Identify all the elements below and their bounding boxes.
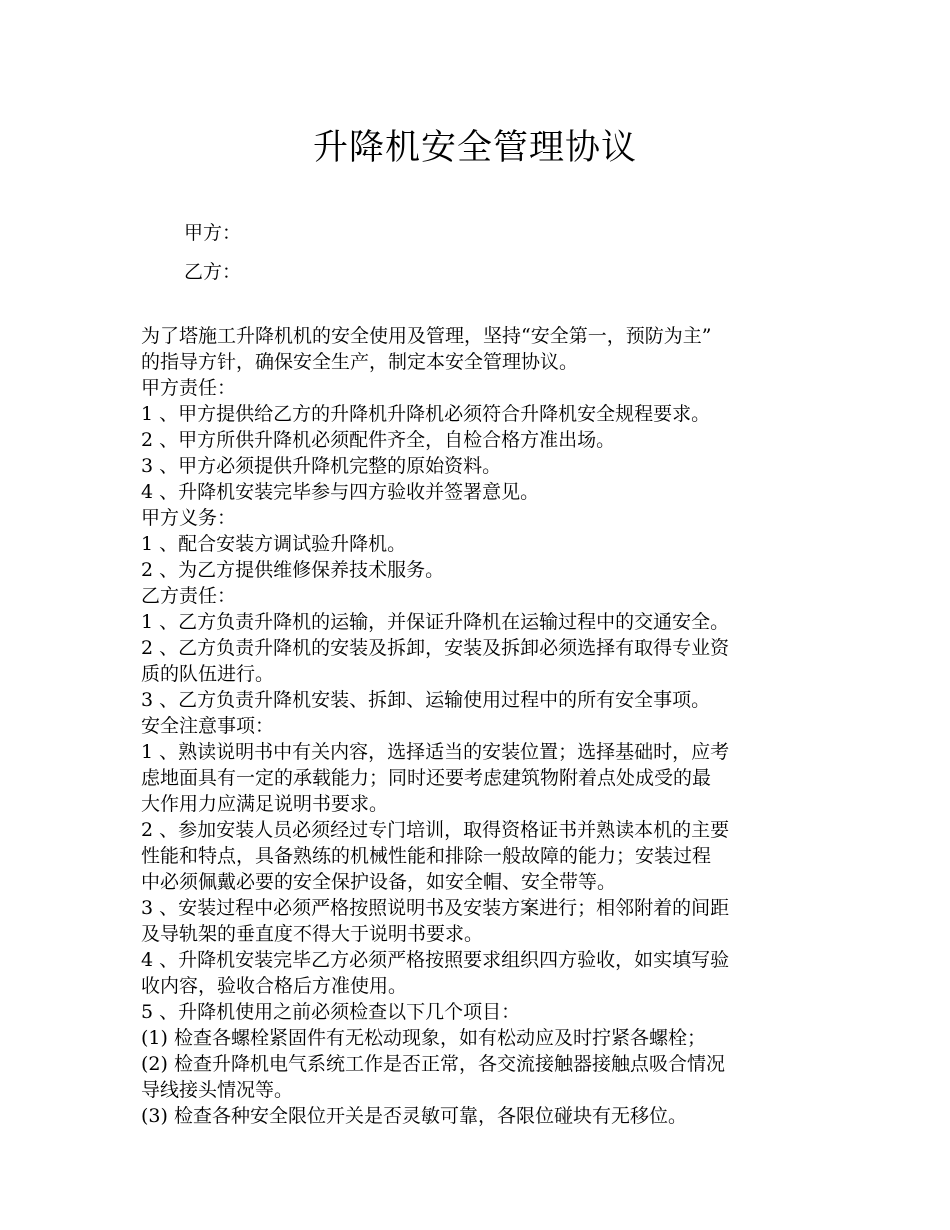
- text-line: 2 、甲方所供升降机必须配件齐全，自检合格方准出场。: [141, 429, 616, 451]
- text-line: (1) 检查各螺栓紧固件有无松动现象，如有松动应及时拧紧各螺栓；: [141, 1027, 706, 1049]
- text-line: 2 、参加安装人员必须经过专门培训，取得资格证书并熟读本机的主要: [141, 819, 730, 841]
- section-heading: 乙方责任：: [141, 585, 237, 607]
- text-line: 2 、乙方负责升降机的安装及拆卸，安装及拆卸必须选择有取得专业资: [141, 637, 730, 659]
- text-line: 3 、乙方负责升降机安装、拆卸、运输使用过程中的所有安全事项。: [141, 689, 711, 711]
- text-line: 为了塔施工升降机机的安全使用及管理，坚持“安全第一，预防为主”: [141, 325, 712, 347]
- text-line: 虑地面具有一定的承载能力；同时还要考虑建筑物附着点处成受的最: [141, 767, 712, 789]
- text-line: (2) 检查升降机电气系统工作是否正常，各交流接触器接触点吸合情况: [141, 1053, 725, 1075]
- text-line: 3 、甲方必须提供升降机完整的原始资料。: [141, 455, 502, 477]
- text-line: (3) 检查各种安全限位开关是否灵敏可靠，各限位碰块有无移位。: [141, 1105, 687, 1127]
- text-line: 1 、甲方提供给乙方的升降机升降机必须符合升降机安全规程要求。: [141, 403, 711, 425]
- text-line: 1 、配合安装方调试验升降机。: [141, 533, 407, 555]
- text-line: 大作用力应满足说明书要求。: [141, 793, 389, 815]
- text-line: 1 、乙方负责升降机的运输，并保证升降机在运输过程中的交通安全。: [141, 611, 730, 633]
- text-line: 5 、升降机使用之前必须检查以下几个项目：: [141, 1001, 521, 1023]
- text-line: 1 、熟读说明书中有关内容，选择适当的安装位置；选择基础时，应考: [141, 741, 730, 763]
- section-heading: 安全注意事项：: [141, 715, 275, 737]
- party-a-label: 甲方：: [184, 222, 242, 244]
- section-heading: 甲方责任：: [141, 377, 237, 399]
- text-line: 质的队伍进行。: [141, 663, 275, 685]
- text-line: 性能和特点，具备熟练的机械性能和排除一般故障的能力；安装过程: [141, 845, 712, 867]
- document-title: 升降机安全管理协议: [312, 128, 637, 168]
- agreement-body: [141, 323, 813, 1129]
- party-b-label: 乙方：: [184, 261, 242, 283]
- text-line: 2 、为乙方提供维修保养技术服务。: [141, 559, 445, 581]
- text-line: 收内容，验收合格后方准使用。: [141, 975, 408, 997]
- section-heading: 甲方义务：: [141, 507, 237, 529]
- text-line: 中必须佩戴必要的安全保护设备，如安全帽、安全带等。: [141, 871, 617, 893]
- text-line: 4 、升降机安装完毕参与四方验收并签署意见。: [141, 481, 540, 503]
- text-line: 4 、升降机安装完毕乙方必须严格按照要求组织四方验收，如实填写验: [141, 949, 730, 971]
- text-line: 3 、安装过程中必须严格按照说明书及安装方案进行；相邻附着的间距: [141, 897, 730, 919]
- text-line: 及导轨架的垂直度不得大于说明书要求。: [141, 923, 484, 945]
- text-line: 导线接头情况等。: [141, 1079, 294, 1101]
- text-line: 的指导方针，确保安全生产，制定本安全管理协议。: [141, 351, 579, 373]
